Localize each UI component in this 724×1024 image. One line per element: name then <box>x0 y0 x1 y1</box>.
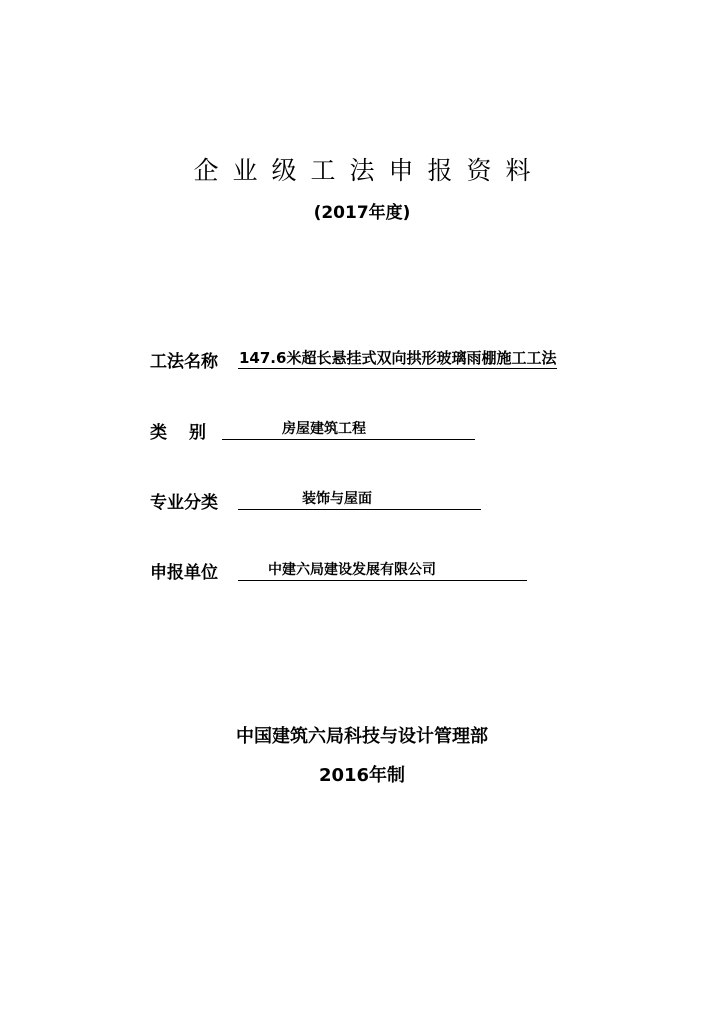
major-value-line <box>238 490 481 510</box>
method-name-value: 147.6米超长悬挂式双向拱形玻璃雨棚施工工法 <box>239 349 557 367</box>
footer-organization: 中国建筑六局科技与设计管理部 <box>236 726 488 747</box>
document-year: (2017年度) <box>313 203 411 223</box>
major-label: 专业分类 <box>150 493 218 513</box>
method-name-label: 工法名称 <box>150 352 218 372</box>
unit-value-line <box>238 561 527 581</box>
category-value: 房屋建筑工程 <box>282 421 366 437</box>
category-label-part2: 别 <box>189 423 206 443</box>
document-title: 企业级工法申报资料 <box>193 156 545 185</box>
unit-value: 中建六局建设发展有限公司 <box>268 562 436 578</box>
category-label-part1: 类 <box>150 423 167 443</box>
unit-label: 申报单位 <box>150 563 218 583</box>
category-value-line <box>222 420 475 440</box>
category-label <box>150 418 206 443</box>
major-value: 装饰与屋面 <box>302 491 372 507</box>
footer-year: 2016年制 <box>318 765 406 786</box>
